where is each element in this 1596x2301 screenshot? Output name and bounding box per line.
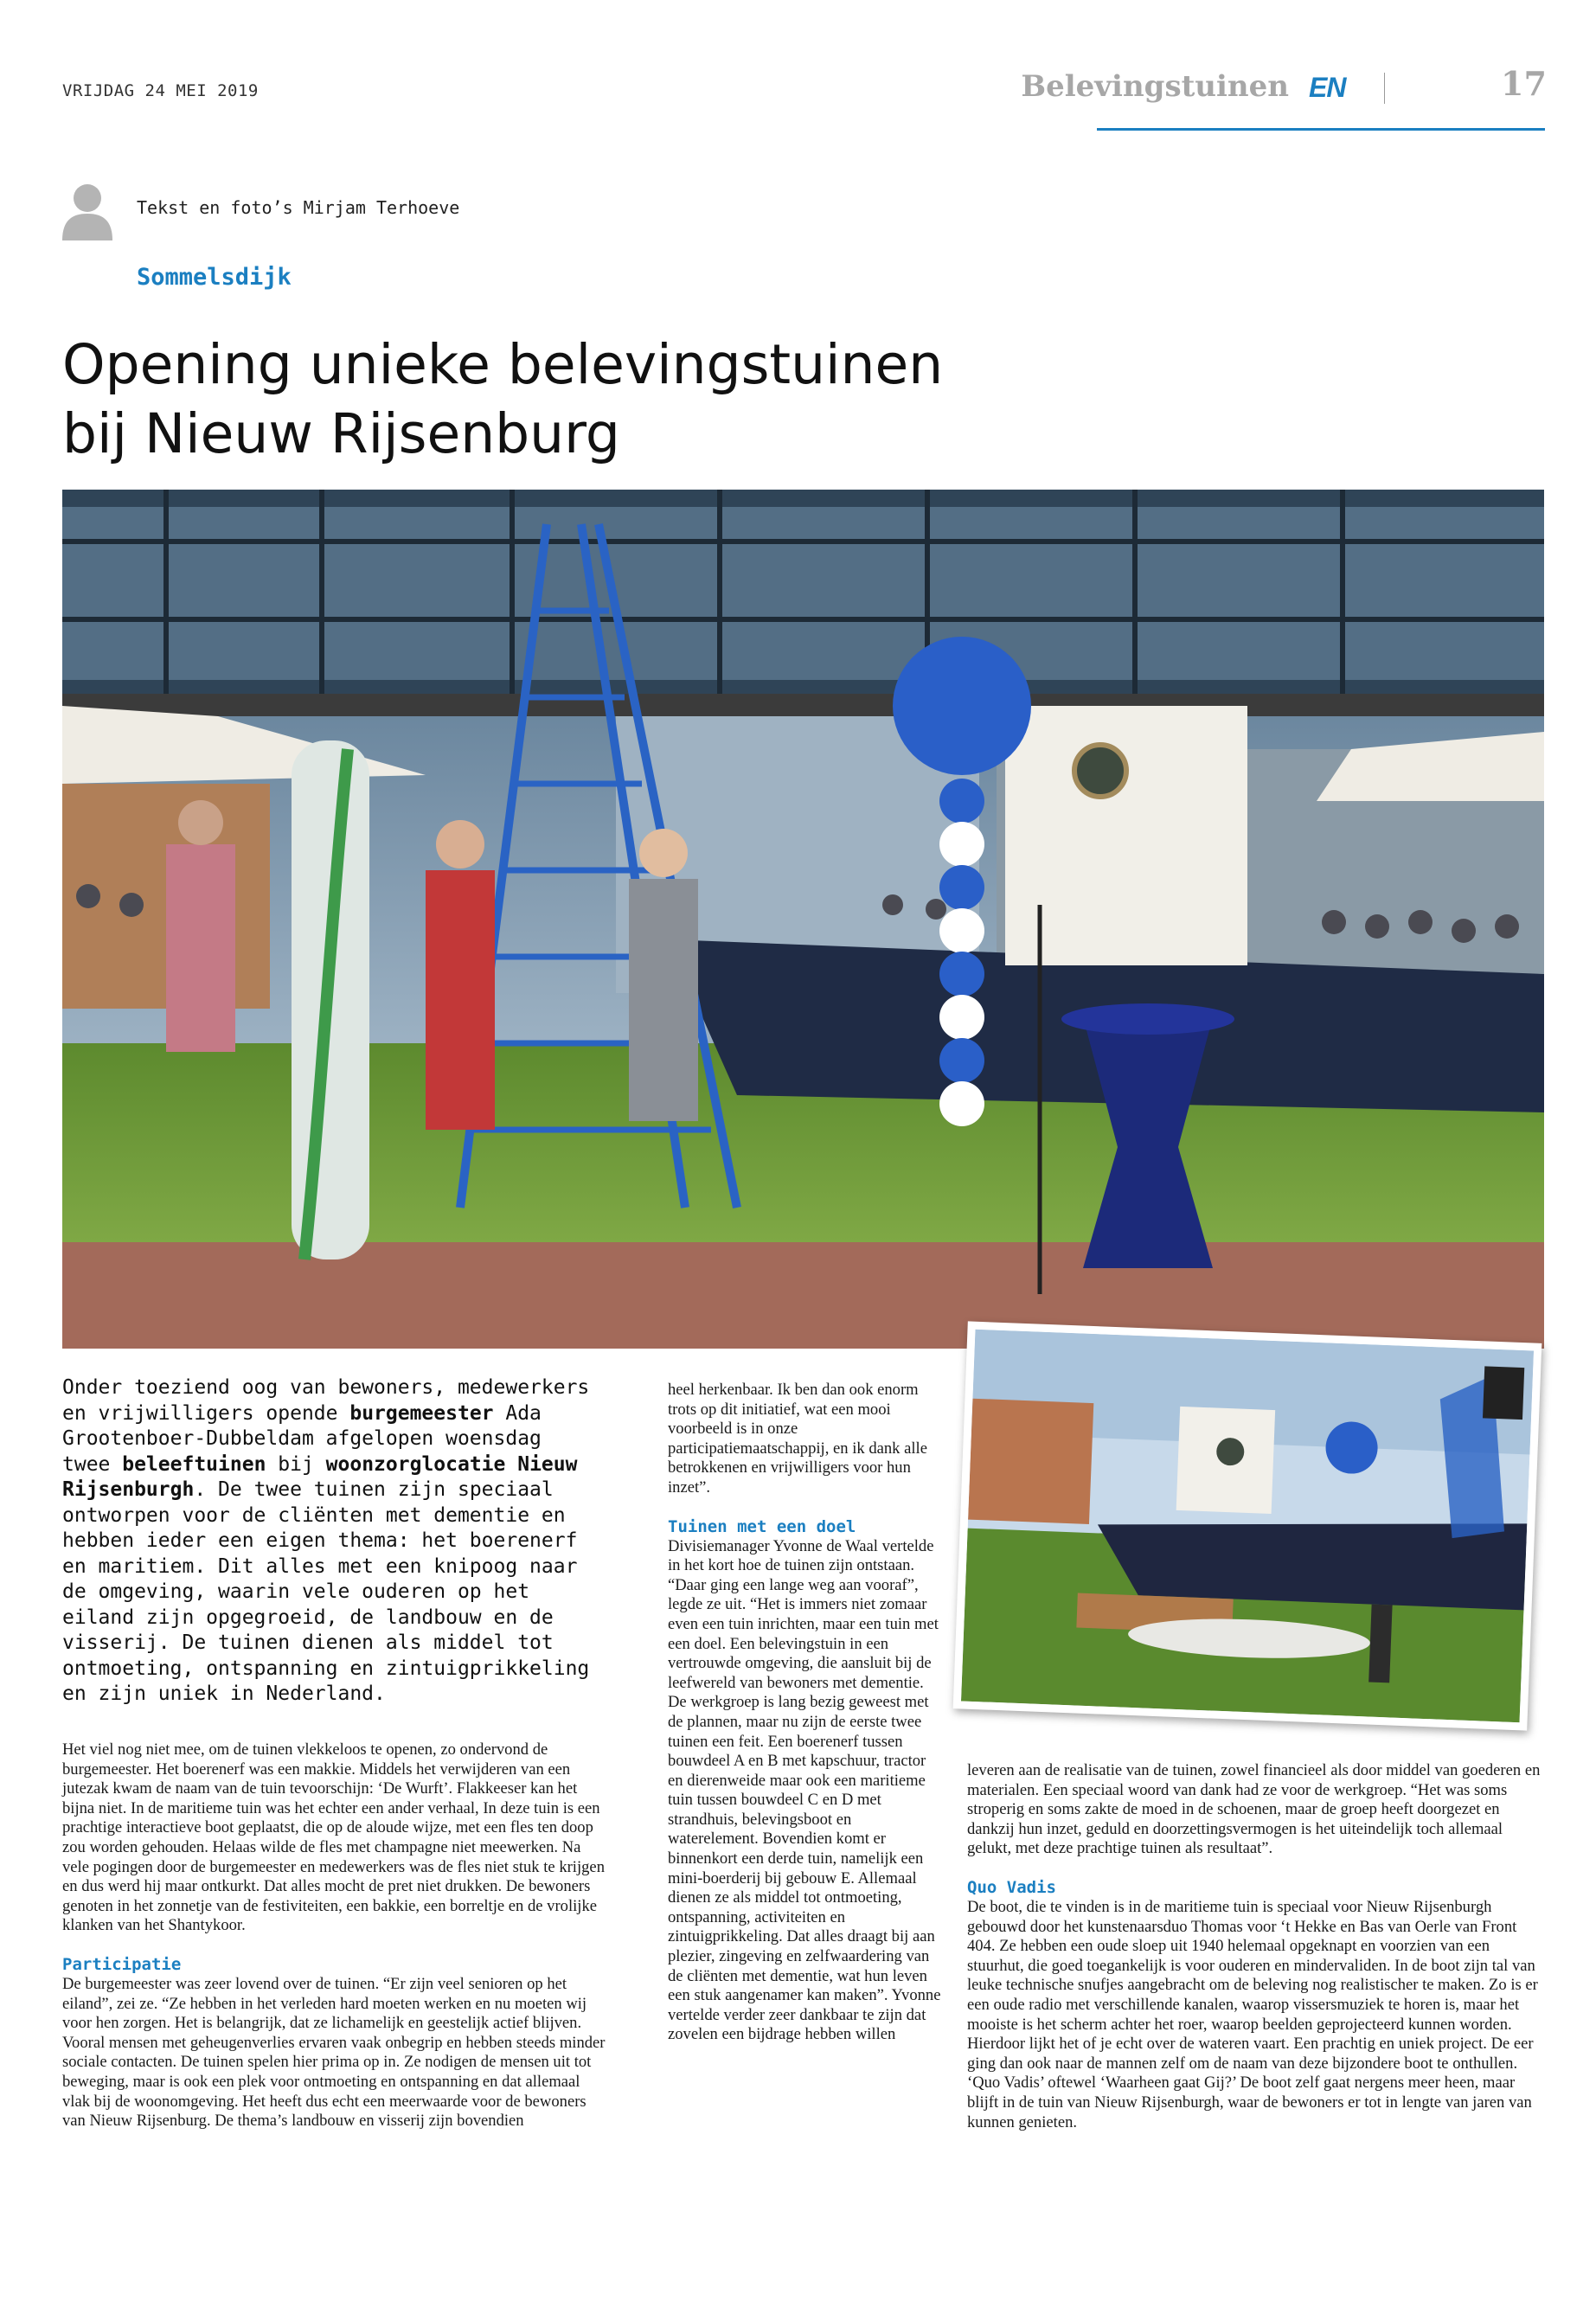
- lead-bold: woonzorglocatie Nieuw Rijsenburgh: [62, 1452, 578, 1501]
- body-paragraph: heel herkenbaar. Ik ben dan ook enorm trots op dit initiatief, wat een mooi voorbeeld is in onze participatiemaatschappij, en ik dank alle betrokkenen en vrijwilligers voor hun inzet”.: [668, 1381, 927, 1497]
- body-column-3: [967, 1761, 1545, 2132]
- lead-text: Onder toeziend oog van bewoners, medewerkers en vrijwilligers opende: [62, 1376, 590, 1425]
- person-icon: [62, 182, 112, 240]
- author-credit: Tekst en foto’s Mirjam Terhoeve: [137, 197, 460, 218]
- lead-text: bij: [266, 1452, 326, 1476]
- main-photo: [62, 490, 1544, 1349]
- subheading-participatie: Participatie: [62, 1954, 182, 1974]
- section-title: Belevingstuinen: [1021, 69, 1289, 104]
- body-column-2: [668, 1381, 945, 2045]
- headline: [62, 330, 1360, 469]
- body-paragraph: De burgemeester was zeer lovend over de tuinen. “Er zijn veel senioren op het eiland”, zei ze. “Ze hebben in het verleden hard moeten werken en nu moeten wij voor hen zorgen. Het is belangrijk, dat ze lichamelijk en geestelijk actief blijven. Vooral mensen met geheugenverlies ervaren vaak onbegrip en hebben steeds minder sociale contacten. De tuinen spelen hier prima op in. Ze nodigen de mensen uit tot beweging, maar is ook een plek voor ontmoeting en ontspanning en dat allemaal vlak bij de woonomgeving. Het heeft dus echt een meerwaarde voor de bewoners van Nieuw Rijsenburg. De thema’s landbouw en visserij zijn bovendien: [62, 1974, 606, 2131]
- inset-photo: [953, 1321, 1542, 1730]
- subheading-tuinen: Tuinen met een doel: [668, 1516, 856, 1536]
- body-paragraph: leveren aan de realisatie van de tuinen, zowel financieel als door middel van goederen en materialen. Een speciaal woord van dank had ze voor de werkgroep. “Het was soms stroperig en soms zakte de moed in de schoenen, maar de groep heeft doorgezet en dankzij hun inzet, geduld en doorzettingsvermogen is het uiteindelijk toch allemaal gelukt, met deze prachtige tuinen als resultaat”.: [967, 1761, 1541, 1858]
- lead-text: . De twee tuinen zijn speciaal ontworpen voor de cliënten met dementie en hebben ieder een eigen thema: het boerenerf en maritiem. Dit alles met een knipoog naar de omgeving, waarin vele ouderen op het eiland zijn opgegroeid, de landbouw en de visserij. De tuinen dienen als middel tot ontmoeting, ontspanning en zintuigprikkeling en zijn uniek in Nederland.: [62, 1478, 590, 1705]
- body-paragraph: Divisiemanager Yvonne de Waal vertelde in het kort hoe de tuinen zijn ontstaan. “Daar ging een lange weg aan vooraf”, legde ze uit. “Het is immers niet zomaar even een tuin inrichten, maar een tuin met een doel. Een belevingstuin in een vertrouwde omgeving, die aansluit bij de leefwereld van bewoners met dementie. De werkgroep is lang bezig geweest met de plannen, maar nu zijn de eerste twee tuinen een feit. Een boerenerf tussen bouwdeel A en B met kapschuur, tractor en dierenweide maar ook een maritieme tuin tussen bouwdeel C en D met strandhuis, belevingsboot en waterelement. Bovendien komt er binnenkort een derde tuin, namelijk een mini-boerderij bij gebouw E. Allemaal dienen ze als middel tot ontmoeting, ontspanning, activiteiten en zintuigprikkeling. Dat alles draagt bij aan plezier, zingeving en zelfwaardering van de cliënten met dementie, wat hun leven een stuk aangenamer kan maken”. Yvonne vertelde verder zeer dankbaar te zijn dat zovelen een bijdrage hebben willen: [668, 1536, 941, 2044]
- header-divider: [1384, 73, 1385, 104]
- body-column-1: [62, 1740, 607, 2131]
- brand-logo: EN: [1309, 72, 1346, 103]
- lead-bold: beleeftuinen: [122, 1452, 266, 1476]
- subheading-quo-vadis: Quo Vadis: [967, 1877, 1056, 1897]
- headline-line-1: Opening unieke belevingstuinen: [62, 333, 944, 396]
- body-paragraph: De boot, die te vinden is in de maritieme tuin is speciaal voor Nieuw Rijsenburgh gebouwd door het kunstenaarsduo Thomas voor ‘t Hekke en Bas van Oerle van Front 404. Ze hebben een oude sloep uit 1940 helemaal opgeknapt en voorzien van een stuurhut, die goed toegankelijk is voor ouderen en mindervaliden. In de boot zijn tal van leuke technische snufjes aangebracht om de beleving nog realistischer te maken. Zo is er een oude radio met verschillende kanalen, waarop vissersmuziek te horen is, maar het mooiste is het scherm achter het roer, waarop beelden geprojecteerd kunnen worden. Hierdoor lijkt het of je echt over de wateren vaart. Een prachtig en uniek project. De eer ging dan ook naar de mannen zelf om de naam van deze bijzondere boot te onthullen. ‘Quo Vadis’ oftewel ‘Waarheen gaat Gij?’ De boot zelf gaat nergens meer heen, maar blijft in de tuin van Nieuw Rijsenburgh, waar de bewoners er tot in lengte van jaren van kunnen genieten.: [967, 1897, 1538, 2131]
- location-kicker: Sommelsdijk: [137, 264, 292, 291]
- issue-date: VRIJDAG 24 MEI 2019: [62, 81, 259, 100]
- headline-line-2: bij Nieuw Rijsenburg: [62, 402, 620, 465]
- lead-bold: burgemeester: [349, 1401, 494, 1425]
- lead-text: Ada Grootenboer-Dubbeldam afgelopen woensdag twee: [62, 1401, 542, 1476]
- page-number: 17: [1501, 64, 1547, 103]
- lead-paragraph: [62, 1375, 599, 1708]
- header-rule: [1097, 128, 1545, 131]
- body-paragraph: Het viel nog niet mee, om de tuinen vlekkeloos te openen, zo ondervond de burgemeester. Het boerenerf was een makkie. Middels het verwijderen van een jutezak kwam de naam van de tuin tevoorschijn: ‘De Wurft’. Flakkeeser kan het bijna niet. In de maritieme tuin was het echter een ander verhaal, In deze tuin is een prachtige interactieve boot geplaatst, die op de aloude wijze, met een fles ten doop zou worden gehouden. Helaas wilde de fles met champagne niet meewerken. Na vele pogingen door de burgemeester en medewerkers was de fles niet stuk te krijgen en dus werd hij maar ontkurkt. Dat alles mocht de pret niet drukken. De bewoners genoten in het zonnetje van de festiviteiten, een bakkie, een borreltje en de vrolijke klanken van het Shantykoor.: [62, 1740, 605, 1935]
